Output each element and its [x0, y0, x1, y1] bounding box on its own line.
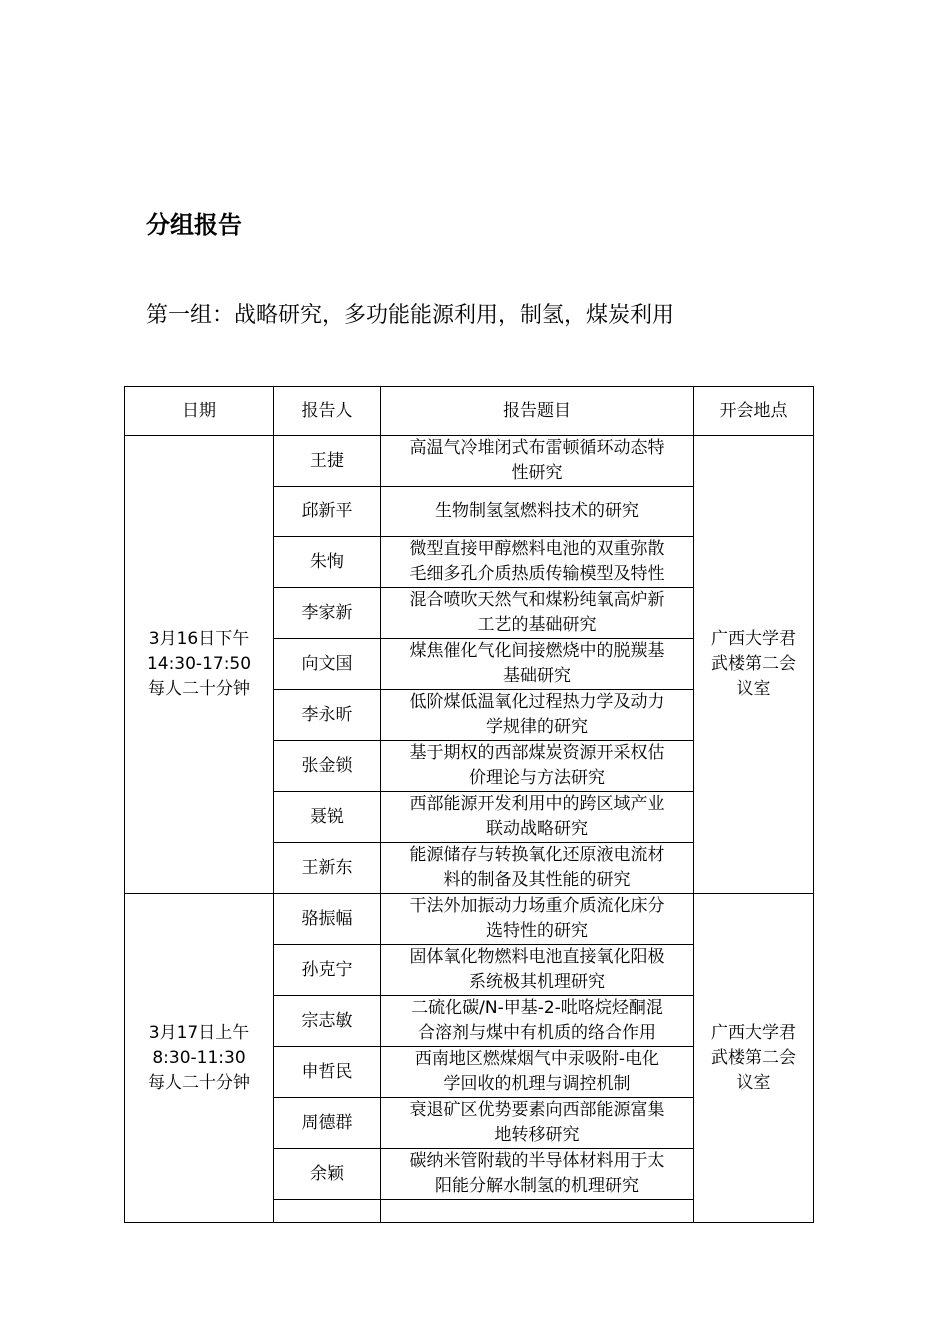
- speaker-cell: 张金锁: [274, 741, 381, 792]
- talk-title-line: 生物制氢氢燃料技术的研究: [435, 501, 639, 521]
- talk-title-line: 固体氧化物燃料电池直接氧化阳极: [409, 947, 665, 967]
- header-speaker: 报告人: [274, 387, 381, 436]
- speaker-cell: 李家新: [274, 588, 381, 639]
- session-date-cell: [125, 894, 274, 1223]
- talk-title-line: 西南地区燃煤烟气中汞吸附-电化: [414, 1049, 660, 1069]
- talk-title-cell: [381, 1047, 694, 1098]
- page-heading: 分组报告: [146, 211, 242, 239]
- session-date-line: 3月17日上午: [148, 1022, 250, 1043]
- speaker-cell: 朱恂: [274, 537, 381, 588]
- talk-title-line: 毛细多孔介质热质传输模型及特性: [409, 564, 665, 584]
- speaker-cell: 王捷: [274, 436, 381, 487]
- speaker-cell: 邱新平: [274, 487, 381, 537]
- talk-title-cell: [381, 843, 694, 894]
- talk-title-line: 联动战略研究: [486, 819, 588, 839]
- talk-title-line: 混合喷吹天然气和煤粉纯氧高炉新: [409, 590, 665, 610]
- speaker-cell: 孙克宁: [274, 945, 381, 996]
- location-line: 议室: [736, 679, 771, 699]
- speaker-cell: 向文国: [274, 639, 381, 690]
- speaker-cell: 宗志敏: [274, 996, 381, 1047]
- talk-title-cell: [381, 639, 694, 690]
- talk-title-line: 学规律的研究: [486, 717, 588, 737]
- talk-title-line: 西部能源开发利用中的跨区域产业: [409, 794, 665, 814]
- talk-title-cell: [381, 537, 694, 588]
- talk-title-line: 价理论与方法研究: [469, 768, 605, 788]
- talk-title-line: 碳纳米管附载的半导体材料用于太: [409, 1151, 665, 1171]
- talk-title-line: 煤焦催化气化间接燃烧中的脱羰基: [409, 641, 665, 661]
- session-date-cell: [125, 436, 274, 894]
- location-line: 武楼第二会: [711, 654, 796, 674]
- talk-title-line: 系统极其机理研究: [469, 972, 605, 992]
- talk-title-line: 选特性的研究: [486, 921, 588, 941]
- talk-title-cell: [381, 945, 694, 996]
- location-line: 议室: [736, 1072, 771, 1093]
- talk-title-line: 二硫化碳/N-甲基-2-吡咯烷烃酮混: [411, 998, 663, 1018]
- speaker-cell: 周德群: [274, 1098, 381, 1149]
- talk-title-line: 基于期权的西部煤炭资源开采权估: [409, 743, 665, 763]
- session-date-line: 3月16日下午: [148, 629, 250, 649]
- group-title: 第一组：战略研究，多功能能源利用，制氢，煤炭利用: [146, 303, 675, 328]
- talk-title-cell: [381, 792, 694, 843]
- location-line: 武楼第二会: [711, 1047, 796, 1068]
- talk-title-line: 合溶剂与煤中有机质的络合作用: [418, 1023, 656, 1043]
- speaker-cell: 申哲民: [274, 1047, 381, 1098]
- speaker-cell: 余颖: [274, 1149, 381, 1200]
- location-line: 广西大学君: [711, 629, 796, 649]
- speaker-cell: 骆振幅: [274, 894, 381, 945]
- talk-title-cell: [381, 436, 694, 487]
- talk-title-line: 基础研究: [503, 666, 571, 686]
- talk-title-line: 能源储存与转换氧化还原液电流材: [409, 845, 665, 865]
- session-date-line: 14:30-17:50: [146, 654, 252, 674]
- empty-cell: [381, 1200, 694, 1223]
- table-header-row: [125, 387, 814, 436]
- session-date-line: 每人二十分钟: [148, 1072, 250, 1093]
- location-line: 广西大学君: [711, 1022, 796, 1043]
- speaker-cell: 聂锐: [274, 792, 381, 843]
- session-date-line: 8:30-11:30: [152, 1047, 246, 1068]
- talk-title-cell: [381, 741, 694, 792]
- talk-title-line: 干法外加振动力场重介质流化床分: [409, 896, 665, 916]
- talk-title-line: 阳能分解水制氢的机理研究: [435, 1176, 639, 1196]
- empty-cell: [274, 1200, 381, 1223]
- talk-title-line: 衰退矿区优势要素向西部能源富集: [409, 1100, 665, 1120]
- table-row: [125, 436, 814, 487]
- header-title: 报告题目: [381, 387, 694, 436]
- talk-title-cell: [381, 1149, 694, 1200]
- talk-title-cell: [381, 996, 694, 1047]
- schedule-table: [124, 386, 814, 1223]
- session-date-line: 每人二十分钟: [148, 679, 250, 699]
- speaker-cell: 李永昕: [274, 690, 381, 741]
- talk-title-line: 高温气冷堆闭式布雷顿循环动态特: [409, 438, 665, 458]
- talk-title-line: 学回收的机理与调控机制: [443, 1074, 631, 1094]
- location-cell: [694, 436, 814, 894]
- talk-title-cell: [381, 1098, 694, 1149]
- location-cell: [694, 894, 814, 1223]
- speaker-cell: 王新东: [274, 843, 381, 894]
- talk-title-line: 微型直接甲醇燃料电池的双重弥散: [409, 539, 665, 559]
- talk-title-cell: [381, 894, 694, 945]
- talk-title-line: 料的制备及其性能的研究: [443, 870, 631, 890]
- table-body: [125, 436, 814, 1223]
- talk-title-cell: [381, 588, 694, 639]
- talk-title-line: 地转移研究: [494, 1125, 580, 1145]
- header-location: 开会地点: [694, 387, 814, 436]
- talk-title-line: 低阶煤低温氧化过程热力学及动力: [409, 692, 665, 712]
- talk-title-line: 性研究: [511, 463, 563, 483]
- talk-title-cell: [381, 487, 694, 537]
- table-row: [125, 894, 814, 945]
- header-date: 日期: [125, 387, 274, 436]
- talk-title-line: 工艺的基础研究: [477, 615, 597, 635]
- talk-title-cell: [381, 690, 694, 741]
